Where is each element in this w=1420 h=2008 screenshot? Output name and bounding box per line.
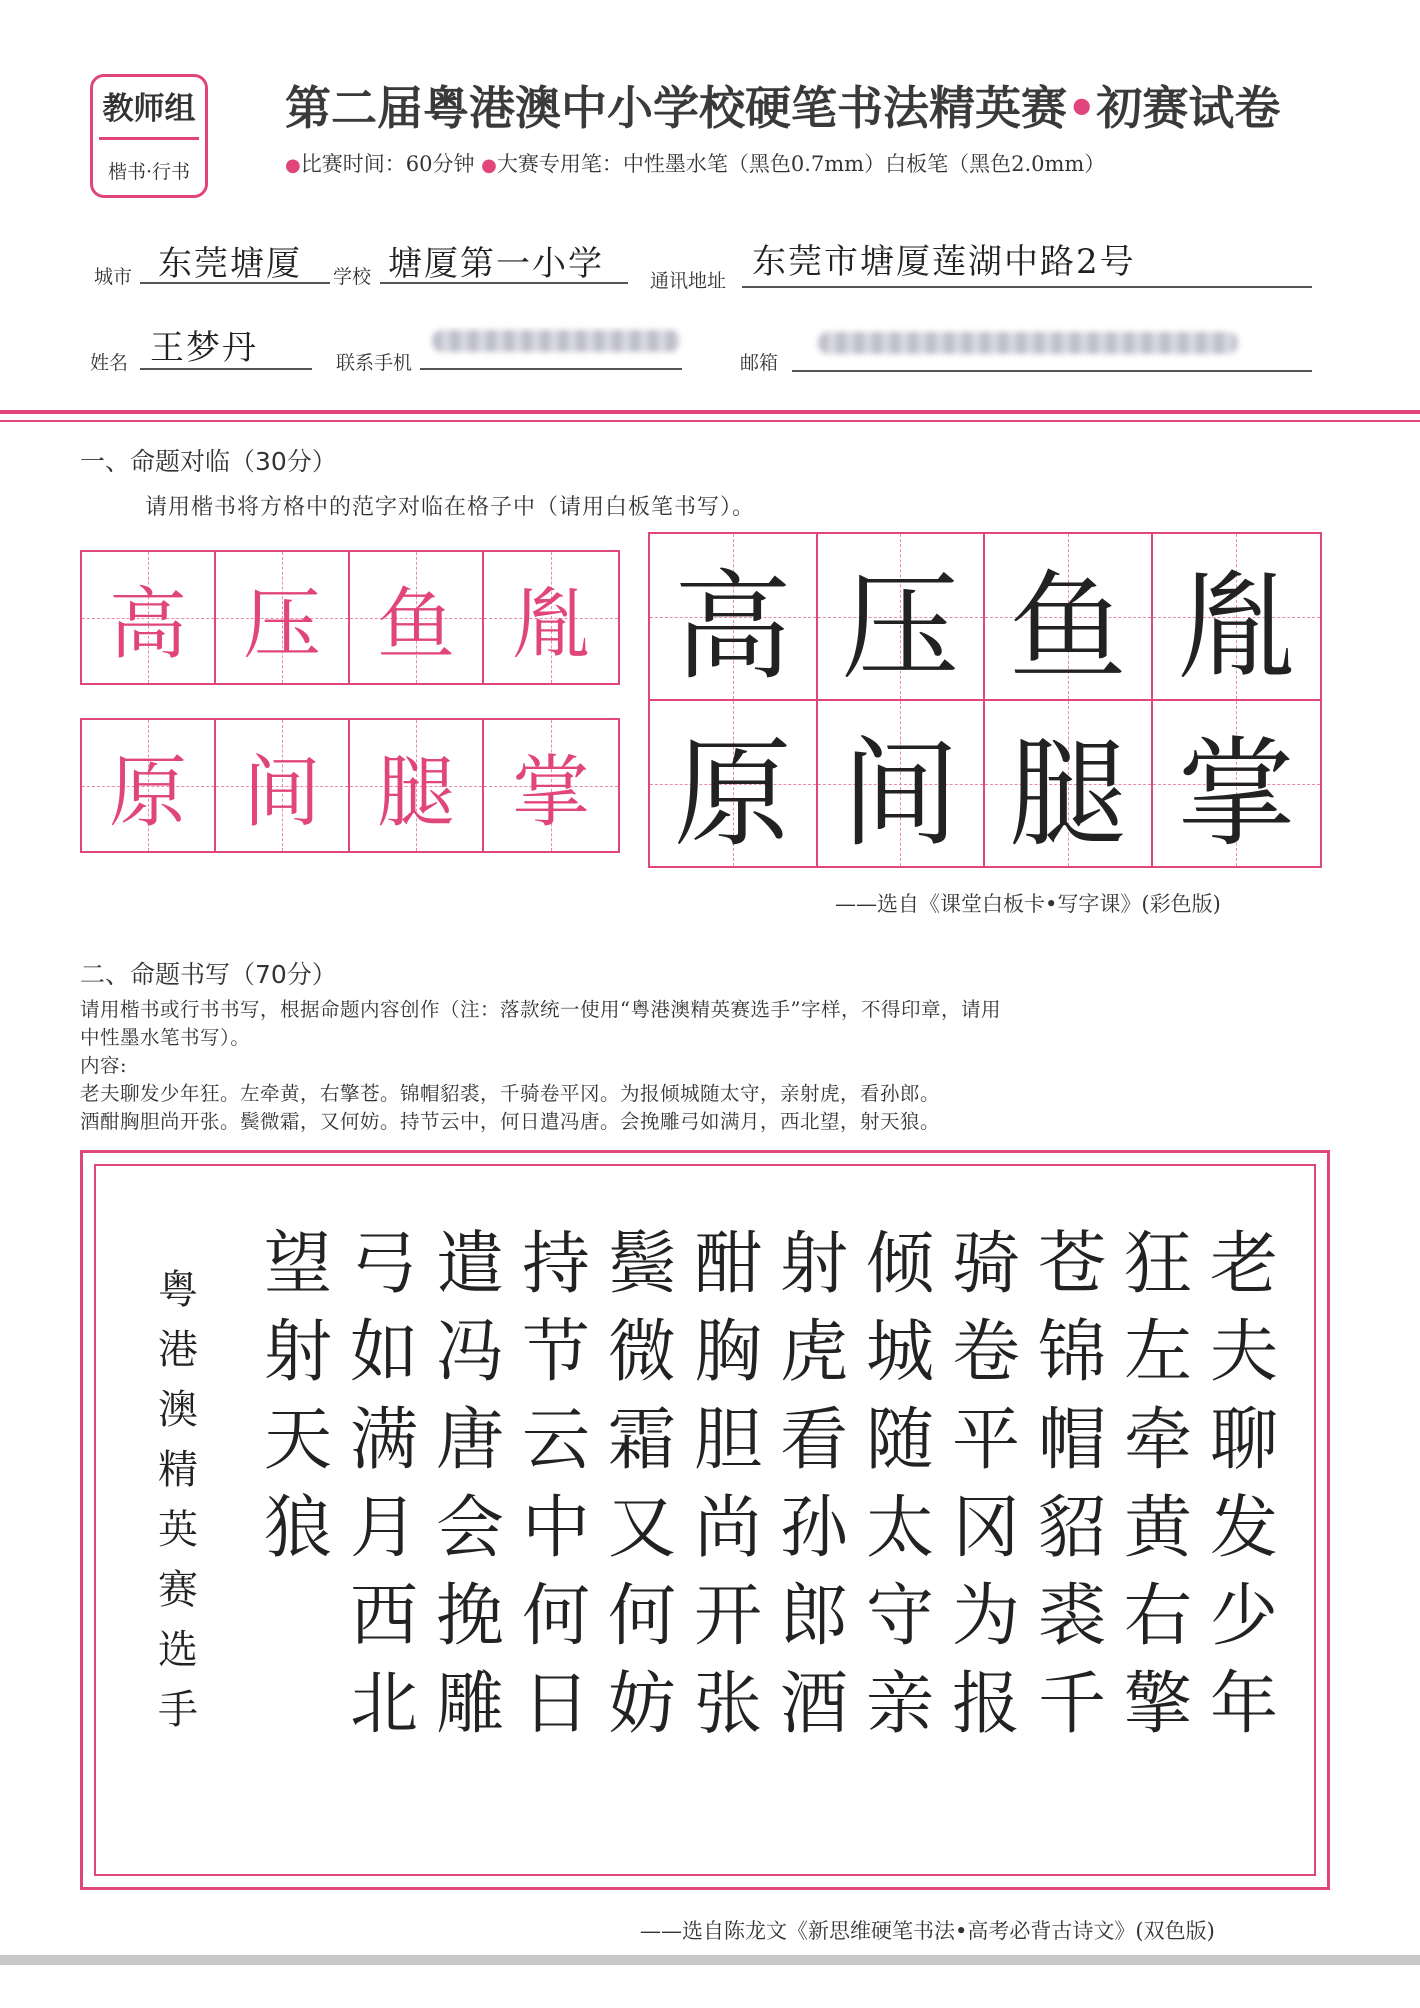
writing-char: 唐 bbox=[435, 1401, 504, 1480]
model-grid-row2 bbox=[80, 718, 620, 853]
section2-content-label: 内容: bbox=[80, 1054, 128, 1077]
copy-cell[interactable] bbox=[650, 534, 818, 699]
copy-cell[interactable] bbox=[818, 701, 986, 866]
model-cell bbox=[216, 720, 350, 851]
copy-cell[interactable] bbox=[1153, 534, 1321, 699]
section2-instruction-1: 请用楷书或行书书写，根据命题内容创作（注：落款统一使用“粤港澳精英赛选手”字样，不得印章，请用 bbox=[80, 998, 1001, 1021]
writing-char: 酒 bbox=[779, 1665, 848, 1744]
copy-char: 掌 bbox=[1177, 724, 1296, 863]
email-field-line bbox=[792, 370, 1312, 372]
name-field-line bbox=[140, 368, 312, 370]
school-value[interactable]: 塘厦第一小学 bbox=[388, 244, 604, 284]
section1-heading: 一、命题对临（30分） bbox=[80, 447, 337, 476]
exam-rules bbox=[285, 148, 1325, 178]
signature-char: 粤 bbox=[158, 1267, 198, 1313]
badge-title: 教师组 bbox=[102, 91, 196, 127]
writing-char: 挽 bbox=[435, 1577, 504, 1656]
phone-redacted bbox=[432, 330, 680, 352]
writing-column bbox=[688, 1210, 768, 1744]
writing-char: 狼 bbox=[263, 1489, 332, 1568]
model-char: 腿 bbox=[376, 747, 455, 838]
writing-char: 尚 bbox=[693, 1489, 762, 1568]
copy-cell[interactable] bbox=[818, 534, 986, 699]
phone-label: 联系手机 bbox=[336, 352, 413, 374]
writing-char: 看 bbox=[779, 1401, 848, 1480]
writing-char: 雕 bbox=[435, 1665, 504, 1744]
school-field-line bbox=[380, 282, 628, 284]
section1-source: ——选自《课堂白板卡•写字课》(彩色版) bbox=[835, 892, 1221, 916]
copy-char: 原 bbox=[673, 724, 792, 863]
copy-char: 高 bbox=[673, 557, 792, 696]
writing-char: 帽 bbox=[1037, 1401, 1106, 1480]
writing-column bbox=[1118, 1210, 1198, 1744]
copy-char: 鱼 bbox=[1008, 557, 1127, 696]
writing-char: 亲 bbox=[865, 1665, 934, 1744]
writing-char: 发 bbox=[1209, 1489, 1278, 1568]
writing-char: 射 bbox=[779, 1225, 848, 1304]
signature-char: 选 bbox=[158, 1627, 198, 1673]
writing-char: 北 bbox=[349, 1665, 418, 1744]
writing-char: 张 bbox=[693, 1665, 762, 1744]
writing-column bbox=[860, 1210, 940, 1744]
bullet-icon: ● bbox=[481, 155, 497, 176]
writing-char: 妨 bbox=[607, 1665, 676, 1744]
writing-char: 会 bbox=[435, 1489, 504, 1568]
writing-char: 牵 bbox=[1123, 1401, 1192, 1480]
city-value[interactable]: 东莞塘厦 bbox=[158, 244, 302, 284]
signature-column bbox=[150, 1258, 206, 1738]
phone-field-line bbox=[420, 368, 682, 370]
writing-char: 又 bbox=[607, 1489, 676, 1568]
writing-char: 如 bbox=[349, 1313, 418, 1392]
writing-char: 锦 bbox=[1037, 1313, 1106, 1392]
copy-cell[interactable] bbox=[650, 701, 818, 866]
section2-instruction-2: 中性墨水笔书写）。 bbox=[80, 1026, 251, 1049]
copy-cell[interactable] bbox=[1153, 701, 1321, 866]
writing-char: 黄 bbox=[1123, 1489, 1192, 1568]
copy-cell[interactable] bbox=[985, 534, 1153, 699]
writing-char: 中 bbox=[521, 1489, 590, 1568]
model-char: 掌 bbox=[511, 747, 590, 838]
email-label: 邮箱 bbox=[740, 352, 779, 374]
writing-char: 守 bbox=[865, 1577, 934, 1656]
writing-char: 冈 bbox=[951, 1489, 1020, 1568]
writing-column bbox=[774, 1210, 854, 1744]
model-grid-row1 bbox=[80, 550, 620, 685]
signature-char: 手 bbox=[158, 1687, 198, 1733]
copy-char: 腿 bbox=[1008, 724, 1127, 863]
writing-char: 日 bbox=[521, 1665, 590, 1744]
writing-char: 貂 bbox=[1037, 1489, 1106, 1568]
writing-column bbox=[258, 1210, 338, 1568]
writing-column bbox=[344, 1210, 424, 1744]
writing-char: 天 bbox=[263, 1401, 332, 1480]
exam-time: 比赛时间：60分钟 bbox=[300, 152, 475, 176]
writing-char: 霜 bbox=[607, 1401, 676, 1480]
model-cell bbox=[484, 552, 618, 683]
writing-char: 望 bbox=[263, 1225, 332, 1304]
copy-grid-row2[interactable] bbox=[648, 699, 1322, 868]
writing-char: 遣 bbox=[435, 1225, 504, 1304]
writing-char: 骑 bbox=[951, 1225, 1020, 1304]
section2-heading: 二、命题书写（70分） bbox=[80, 960, 337, 989]
copy-char: 间 bbox=[841, 724, 960, 863]
signature-char: 澳 bbox=[158, 1387, 198, 1433]
name-value[interactable]: 王梦丹 bbox=[150, 328, 258, 368]
writing-char: 右 bbox=[1123, 1577, 1192, 1656]
section1-instruction: 请用楷书将方格中的范字对临在格子中（请用白板笔书写）。 bbox=[145, 495, 756, 520]
school-label: 学校 bbox=[333, 266, 372, 288]
writing-char: 冯 bbox=[435, 1313, 504, 1392]
writing-char: 狂 bbox=[1123, 1225, 1192, 1304]
model-char: 鱼 bbox=[376, 579, 455, 670]
header-rule-thin bbox=[0, 420, 1420, 422]
writing-char: 聊 bbox=[1209, 1401, 1278, 1480]
writing-char: 何 bbox=[607, 1577, 676, 1656]
writing-char: 西 bbox=[349, 1577, 418, 1656]
writing-char: 胸 bbox=[693, 1313, 762, 1392]
writing-char: 苍 bbox=[1037, 1225, 1106, 1304]
model-cell bbox=[350, 720, 484, 851]
copy-grid-row1[interactable] bbox=[648, 532, 1322, 701]
model-cell bbox=[82, 552, 216, 683]
signature-char: 赛 bbox=[158, 1567, 198, 1613]
city-label: 城市 bbox=[94, 266, 133, 288]
writing-char: 何 bbox=[521, 1577, 590, 1656]
header-rule bbox=[0, 410, 1420, 414]
writing-column bbox=[1032, 1210, 1112, 1744]
email-redacted bbox=[818, 332, 1238, 354]
model-char: 间 bbox=[242, 747, 321, 838]
writing-char: 裘 bbox=[1037, 1577, 1106, 1656]
writing-char: 擎 bbox=[1123, 1665, 1192, 1744]
writing-char: 鬓 bbox=[607, 1225, 676, 1304]
writing-column bbox=[946, 1210, 1026, 1744]
copy-char: 胤 bbox=[1177, 557, 1296, 696]
title-dot-icon: • bbox=[1067, 81, 1097, 135]
model-char: 高 bbox=[108, 579, 187, 670]
address-label: 通讯地址 bbox=[650, 270, 727, 292]
writing-column bbox=[1204, 1210, 1284, 1744]
signature-char: 港 bbox=[158, 1327, 198, 1373]
title-tail: 初赛试卷 bbox=[1096, 81, 1281, 135]
badge-subtitle: 楷书·行书 bbox=[107, 161, 191, 183]
page-title bbox=[285, 72, 1315, 138]
writing-char: 弓 bbox=[349, 1225, 418, 1304]
signature-char: 精 bbox=[158, 1447, 198, 1493]
writing-char: 为 bbox=[951, 1577, 1020, 1656]
writing-char: 孙 bbox=[779, 1489, 848, 1568]
model-char: 压 bbox=[242, 579, 321, 670]
writing-char: 太 bbox=[865, 1489, 934, 1568]
writing-char: 月 bbox=[349, 1489, 418, 1568]
model-char: 原 bbox=[108, 747, 187, 838]
scan-edge bbox=[0, 1955, 1420, 1965]
name-label: 姓名 bbox=[90, 352, 129, 374]
badge-divider bbox=[99, 137, 199, 140]
model-cell bbox=[484, 720, 618, 851]
copy-char: 压 bbox=[841, 557, 960, 696]
bullet-icon: ● bbox=[285, 155, 301, 176]
writing-char: 左 bbox=[1123, 1313, 1192, 1392]
writing-char: 酣 bbox=[693, 1225, 762, 1304]
writing-char: 满 bbox=[349, 1401, 418, 1480]
writing-char: 射 bbox=[263, 1313, 332, 1392]
group-badge bbox=[90, 74, 208, 198]
city-field-line bbox=[140, 282, 330, 284]
model-cell bbox=[216, 552, 350, 683]
exam-pen: 大赛专用笔：中性墨水笔（黑色0.7mm）白板笔（黑色2.0mm） bbox=[496, 152, 1106, 176]
writing-char: 虎 bbox=[779, 1313, 848, 1392]
model-cell bbox=[82, 720, 216, 851]
writing-char: 少 bbox=[1209, 1577, 1278, 1656]
section2-content-1: 老夫聊发少年狂。左牵黄，右擎苍。锦帽貂裘，千骑卷平冈。为报倾城随太守，亲射虎，看孙郎。 bbox=[80, 1082, 941, 1105]
writing-char: 倾 bbox=[865, 1225, 934, 1304]
writing-char: 随 bbox=[865, 1401, 934, 1480]
writing-column bbox=[602, 1210, 682, 1744]
section2-content-2: 酒酣胸胆尚开张。鬓微霜，又何妨。持节云中，何日遣冯唐。会挽雕弓如满月，西北望，射天狼。 bbox=[80, 1110, 941, 1133]
writing-char: 郎 bbox=[779, 1577, 848, 1656]
writing-char: 夫 bbox=[1209, 1313, 1278, 1392]
section2-source: ——选自陈龙文《新思维硬笔书法•高考必背古诗文》(双色版) bbox=[640, 1919, 1215, 1943]
writing-char: 平 bbox=[951, 1401, 1020, 1480]
writing-char: 年 bbox=[1209, 1665, 1278, 1744]
address-value[interactable]: 东莞市塘厦莲湖中路2号 bbox=[752, 242, 1136, 282]
writing-char: 卷 bbox=[951, 1313, 1020, 1392]
title-main: 第二届粤港澳中小学校硬笔书法精英赛 bbox=[285, 81, 1067, 135]
writing-char: 微 bbox=[607, 1313, 676, 1392]
writing-char: 持 bbox=[521, 1225, 590, 1304]
signature-char: 英 bbox=[158, 1507, 198, 1553]
address-field-line bbox=[742, 286, 1312, 288]
writing-char: 云 bbox=[521, 1401, 590, 1480]
model-cell bbox=[350, 552, 484, 683]
writing-char: 老 bbox=[1209, 1225, 1278, 1304]
writing-char: 报 bbox=[951, 1665, 1020, 1744]
writing-char: 城 bbox=[865, 1313, 934, 1392]
model-char: 胤 bbox=[511, 579, 590, 670]
writing-column bbox=[516, 1210, 596, 1744]
writing-char: 千 bbox=[1037, 1665, 1106, 1744]
writing-char: 开 bbox=[693, 1577, 762, 1656]
writing-char: 胆 bbox=[693, 1401, 762, 1480]
copy-cell[interactable] bbox=[985, 701, 1153, 866]
writing-column bbox=[430, 1210, 510, 1744]
writing-char: 节 bbox=[521, 1313, 590, 1392]
